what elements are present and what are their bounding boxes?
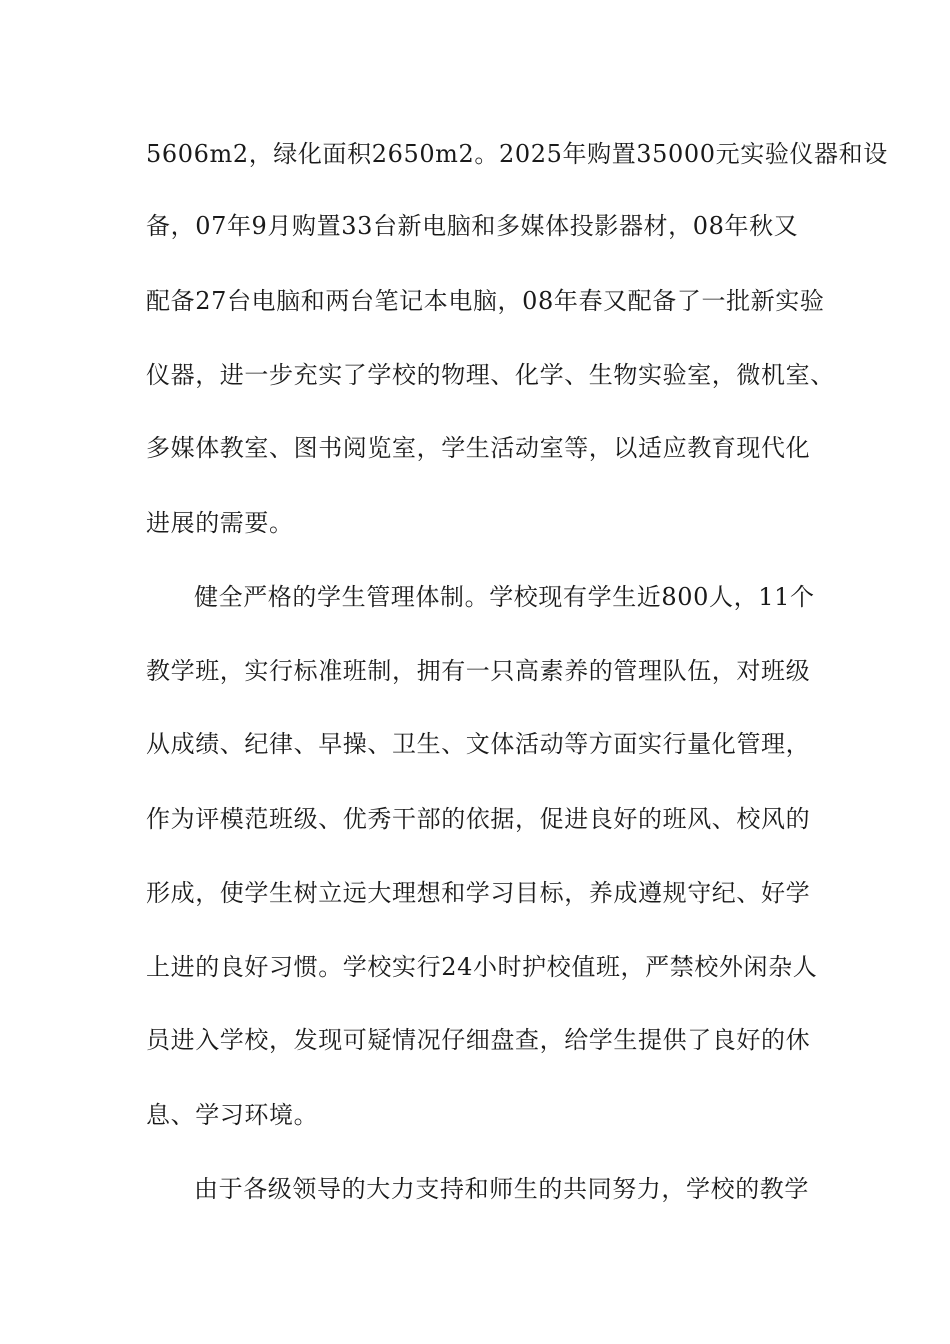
- paragraph-first-line: 由于各级领导的大力支持和师生的共同努力，学校的教学: [194, 1175, 809, 1203]
- text-line: 作为评模范班级、优秀干部的依据，促进良好的班风、校风的: [146, 805, 811, 833]
- text-line: 上进的良好习惯。学校实行24小时护校值班，严禁校外闲杂人: [146, 953, 818, 981]
- text-line: 备，07年9月购置33台新电脑和多媒体投影器材，08年秋又: [146, 212, 799, 240]
- text-line: 多媒体教室、图书阅览室，学生活动室等，以适应教育现代化: [146, 434, 811, 462]
- text-line: 形成，使学生树立远大理想和学习目标，养成遵规守纪、好学: [146, 879, 811, 907]
- paragraph-first-line: 健全严格的学生管理体制。学校现有学生近800人，11个: [194, 583, 815, 611]
- text-line: 教学班，实行标准班制，拥有一只高素养的管理队伍，对班级: [146, 657, 811, 685]
- text-line: 配备27台电脑和两台笔记本电脑，08年春又配备了一批新实验: [146, 287, 825, 315]
- text-line: 员进入学校，发现可疑情况仔细盘查，给学生提供了良好的休: [146, 1026, 811, 1054]
- text-line: 息、学习环境。: [146, 1101, 319, 1129]
- text-line: 仪器，进一步充实了学校的物理、化学、生物实验室，微机室、: [146, 361, 835, 389]
- text-line: 进展的需要。: [146, 509, 294, 537]
- text-line: 5606m2，绿化面积2650m2。2025年购置35000元实验仪器和设: [146, 140, 888, 168]
- text-line: 从成绩、纪律、早操、卫生、文体活动等方面实行量化管理，: [146, 730, 811, 758]
